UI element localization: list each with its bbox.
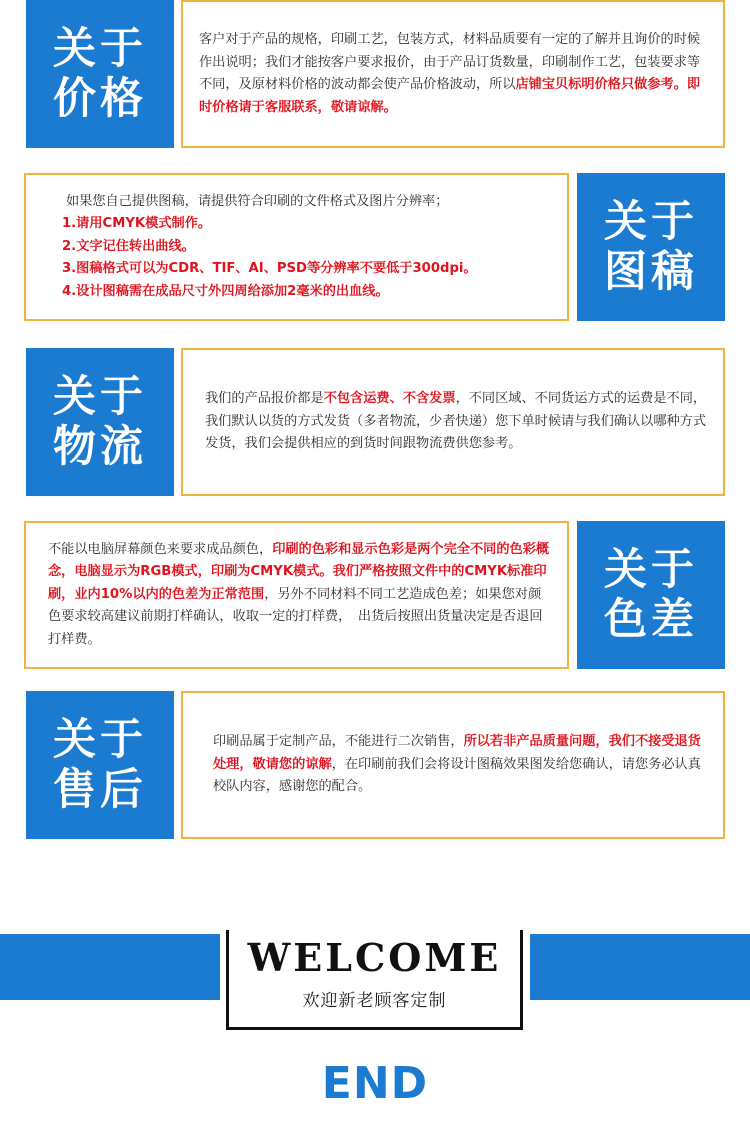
heading-price-line2: 价格 — [53, 74, 147, 124]
heading-artwork — [577, 173, 725, 321]
welcome-box — [226, 930, 523, 1030]
heading-color-diff-line1: 关于 — [604, 545, 698, 595]
shipping-text-box — [181, 348, 725, 496]
price-text-highlight: 店铺宝贝标明价格只做参考。即时价格请于客服联系，敬请谅解。 — [199, 77, 701, 115]
shipping-text-part1: 我们的产品报价都是 — [205, 391, 324, 407]
price-text — [199, 29, 709, 119]
heading-after-sales-line2: 售后 — [53, 765, 147, 815]
artwork-intro: 如果您自己提供图稿，请提供符合印刷的文件格式及图片分辨率； — [66, 193, 449, 209]
heading-color-diff-line2: 色差 — [604, 595, 698, 645]
heading-shipping-line1: 关于 — [53, 372, 147, 422]
color-text — [48, 539, 553, 652]
welcome-bar-left — [0, 934, 220, 1000]
artwork-text — [62, 191, 553, 304]
artwork-item-1: 1.请用CMYK模式制作。 — [62, 216, 212, 232]
shipping-text — [205, 388, 709, 456]
heading-price — [26, 0, 174, 148]
price-text-box — [181, 0, 725, 148]
heading-color-diff — [577, 521, 725, 669]
price-text-normal: 客户对于产品的规格，印刷工艺，包装方式，材料品质要有一定的了解并且询价的时候作出说明；我们才能按客户要求报价，由于产品订货数量，印刷制作工艺，包装要求等不同，及原材料价格的波动都会使产品价格波动，所以 — [199, 32, 701, 92]
after-sales-text-part2: ，在印刷前我们会将设计图稿效果图发给您确认，请您务必认真校队内容，感谢您的配合。 — [213, 756, 701, 795]
after-sales-text-highlight: 所以若非产品质量问题，我们不接受退货处理，敬请您的谅解 — [213, 734, 701, 772]
heading-artwork-line2: 图稿 — [604, 247, 698, 297]
heading-artwork-line1: 关于 — [604, 197, 698, 247]
artwork-item-2: 2.文字记住转出曲线。 — [62, 238, 195, 254]
heading-after-sales — [26, 691, 174, 839]
shipping-text-part2: ，不同区域、不同货运方式的运费是不同，我们默认以货的方式发货（多者物流，少者快递）您下单时候请与我们确认以哪种方式发货，我们会提供相应的到货时间跟物流费供您参考。 — [205, 391, 707, 452]
heading-shipping — [26, 348, 174, 496]
shipping-text-highlight: 不包含运费、不含发票 — [323, 391, 456, 407]
welcome-title: WELCOME — [247, 935, 502, 980]
heading-after-sales-line1: 关于 — [53, 715, 147, 765]
heading-shipping-line2: 物流 — [53, 422, 147, 472]
welcome-bar-right — [530, 934, 750, 1000]
heading-price-line1: 关于 — [53, 24, 147, 74]
after-sales-text-box — [181, 691, 725, 839]
after-sales-text-part1: 印刷品属于定制产品，不能进行二次销售， — [213, 734, 464, 750]
welcome-subtitle: 欢迎新老顾客定制 — [302, 991, 447, 1011]
color-text-box — [24, 521, 569, 669]
color-text-highlight: 印刷的色彩和显示色彩是两个完全不同的色彩概念，电脑显示为RGB模式，印刷为CMYK模式。我们严格按照文件中的CMYK标准印刷，业内10%以内的色差为正常范围 — [48, 541, 550, 602]
end-label: END — [321, 1058, 429, 1109]
artwork-item-4: 4.设计图稿需在成品尺寸外四周给添加2毫米的出血线。 — [62, 283, 389, 299]
artwork-item-3: 3.图稿格式可以为CDR、TIF、AI、PSD等分辨率不要低于300dpi。 — [62, 261, 477, 277]
color-text-part1: 不能以电脑屏幕颜色来要求成品颜色， — [48, 541, 273, 557]
artwork-text-box — [24, 173, 569, 321]
after-sales-text — [213, 731, 709, 799]
color-text-part2: ，另外不同材料不同工艺造成色差；如果您对颜色要求较高建议前期打样确认，收取一定的打样费， 出货后按照出货量决定是否退回打样费。 — [48, 586, 543, 647]
